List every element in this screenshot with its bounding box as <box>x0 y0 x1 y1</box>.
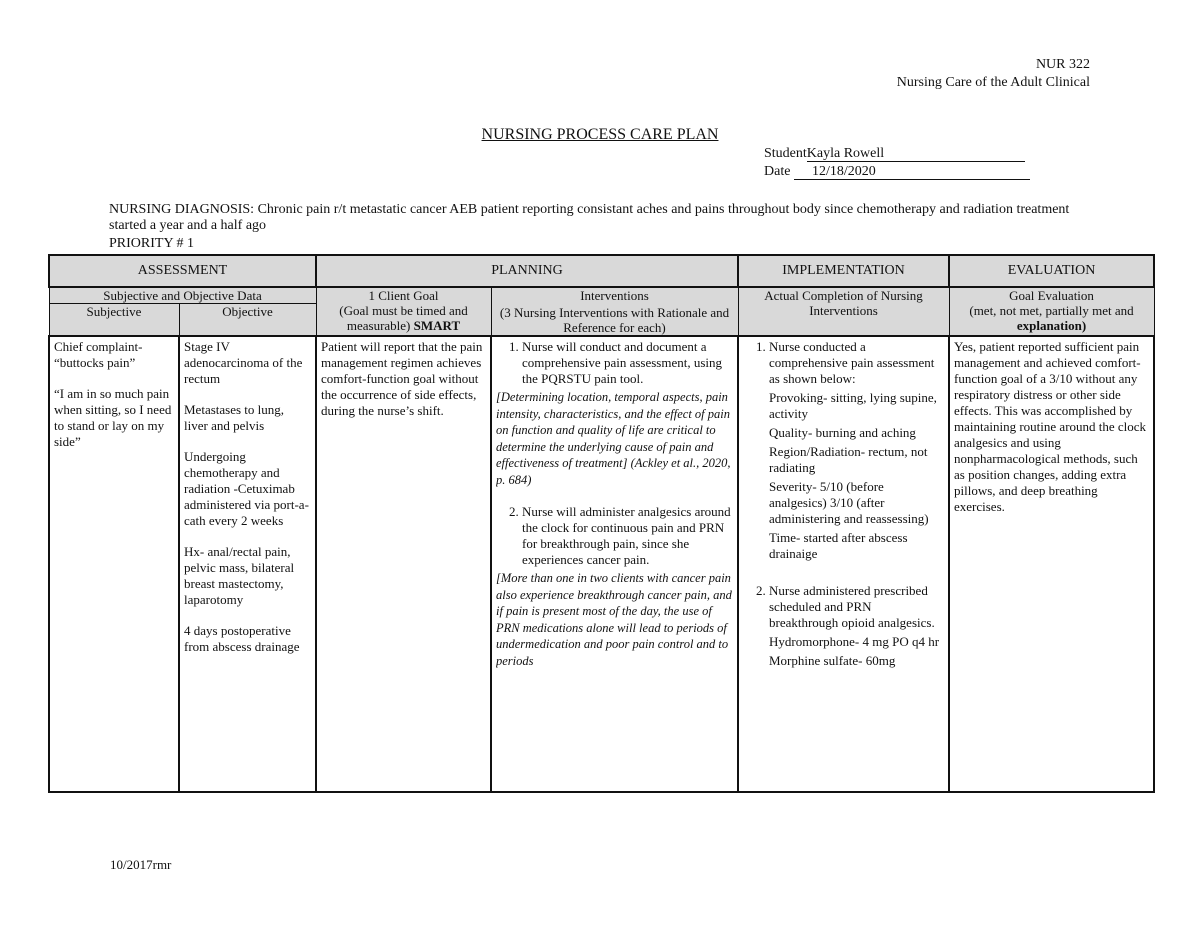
implementation-cell <box>738 336 949 792</box>
objective-item: Undergoing chemotherapy and radiation -Cetuximab administered via port-a-cath every 2 weeks <box>184 449 309 528</box>
medication-hydromorphone: Hydromorphone- 4 mg PO q4 hr <box>769 634 940 649</box>
interventions-note: (3 Nursing Interventions with Rationale and Reference for each) <box>499 305 730 335</box>
goal-evaluation-title: Goal Evaluation <box>1009 288 1094 303</box>
evaluation-cell <box>949 336 1154 792</box>
assessment-header: ASSESSMENT <box>49 255 316 287</box>
implementation-header: IMPLEMENTATION <box>738 255 949 287</box>
medication-morphine: Morphine sulfate- 60mg <box>769 653 896 668</box>
smart-label: SMART <box>413 318 461 333</box>
goal-evaluation-note: (met, not met, partially met and explanation) <box>969 303 1134 333</box>
pqrstu-severity: Severity- 5/10 (before analgesics) 3/10 (after administering and reassessing) <box>769 479 929 526</box>
evaluation-text: Yes, patient reported sufficient pain management and achieved comfort-function goal of a 3/10 without any respiratory distress or other side effects. This was accomplished by maintaining routine around the clock analgesics and using nonpharmacological methods, such as position changes, adding extra pillows, and deep breathing exercises. <box>954 339 1147 514</box>
objective-item: Stage IV adenocarcinoma of the rectum <box>184 339 303 386</box>
objective-item: 4 days postoperative from abscess drainage <box>184 623 300 654</box>
interventions-cell <box>491 336 738 792</box>
explanation-label: explanation) <box>1016 318 1087 333</box>
pqrstu-provoking: Provoking- sitting, lying supine, activity <box>769 390 937 421</box>
subjective-header: Subjective <box>49 304 179 336</box>
client-goal-title: 1 Client Goal <box>368 288 439 303</box>
intervention-rationale: [More than one in two clients with cancer pain also experience breakthrough cancer pain, and if pain is present most of the day, the use of PRN medications alone will lead to periods of undermedication and poor pain control and to periods <box>496 571 732 668</box>
objective-item: Metastases to lung, liver and pelvis <box>184 402 285 433</box>
pqrstu-quality: Quality- burning and aching <box>769 425 916 440</box>
interventions-header <box>491 287 738 336</box>
client-goal-cell <box>316 336 491 792</box>
implementation-item: 2. Nurse administered prescribed scheduled and PRN breakthrough opioid analgesics. <box>769 583 944 631</box>
pqrstu-region: Region/Radiation- rectum, not radiating <box>769 444 928 475</box>
date-label: Date <box>764 164 791 179</box>
footer-revision: 10/2017rmr <box>110 857 172 872</box>
subjective-objective-header: Subjective and Objective Data <box>49 287 316 304</box>
implementation-item: 1. Nurse conducted a comprehensive pain assessment as shown below: <box>769 339 944 387</box>
page-title: NURSING PROCESS CARE PLAN <box>481 126 719 143</box>
objective-cell <box>179 336 316 792</box>
student-label: Student <box>764 146 807 161</box>
evaluation-header: EVALUATION <box>949 255 1154 287</box>
intervention-item: 1. Nurse will conduct and document a comprehensive pain assessment, using the PQRSTU pain tool. <box>522 339 733 387</box>
actual-completion-header: Actual Completion of Nursing Interventions <box>738 287 949 336</box>
client-goal-text: Patient will report that the pain management regimen achieves comfort-function goal without the occurrence of side effects, during the nurse’s shift. <box>321 339 483 418</box>
student-name: Kayla Rowell <box>807 146 1025 162</box>
date-value: 12/18/2020 <box>794 164 1030 180</box>
interventions-title: Interventions <box>580 288 649 303</box>
planning-header: PLANNING <box>316 255 738 287</box>
patient-quote: “I am in so much pain when sitting, so I need to stand or lay on my side” <box>54 386 172 449</box>
goal-evaluation-header <box>949 287 1154 336</box>
objective-header: Objective <box>179 304 316 336</box>
intervention-item: 2. Nurse will administer analgesics around the clock for continuous pain and PRN for breakthrough pain, since she experiences cancer pain. <box>522 504 733 568</box>
client-goal-header <box>316 287 491 336</box>
course-code: NUR 322 <box>1035 57 1090 72</box>
objective-item: Hx- anal/rectal pain, pelvic mass, bilateral breast mastectomy, laparotomy <box>184 544 295 607</box>
student-field <box>764 146 1038 162</box>
chief-complaint: Chief complaint- “buttocks pain” <box>54 339 143 370</box>
pqrstu-time: Time- started after abscess drainaige <box>769 530 908 561</box>
course-name: Nursing Care of the Adult Clinical <box>896 75 1090 90</box>
intervention-rationale: [Determining location, temporal aspects, pain intensity, characteristics, and the effect of pain on function and quality of life are critical to determine the underlying cause of pain and effectiveness of treatment] (Ackley et al., 2020, p. 684) <box>496 390 731 487</box>
subjective-cell <box>49 336 179 792</box>
care-plan-table <box>48 254 1155 793</box>
nursing-diagnosis: NURSING DIAGNOSIS: Chronic pain r/t metastatic cancer AEB patient reporting consistant aches and pains throughout body since chemotherapy and radiation treatment started a year and a half ago <box>109 202 1070 233</box>
client-goal-note: (Goal must be timed and measurable) SMART <box>339 303 468 333</box>
date-field <box>764 164 1038 180</box>
priority: PRIORITY # 1 <box>109 236 195 251</box>
